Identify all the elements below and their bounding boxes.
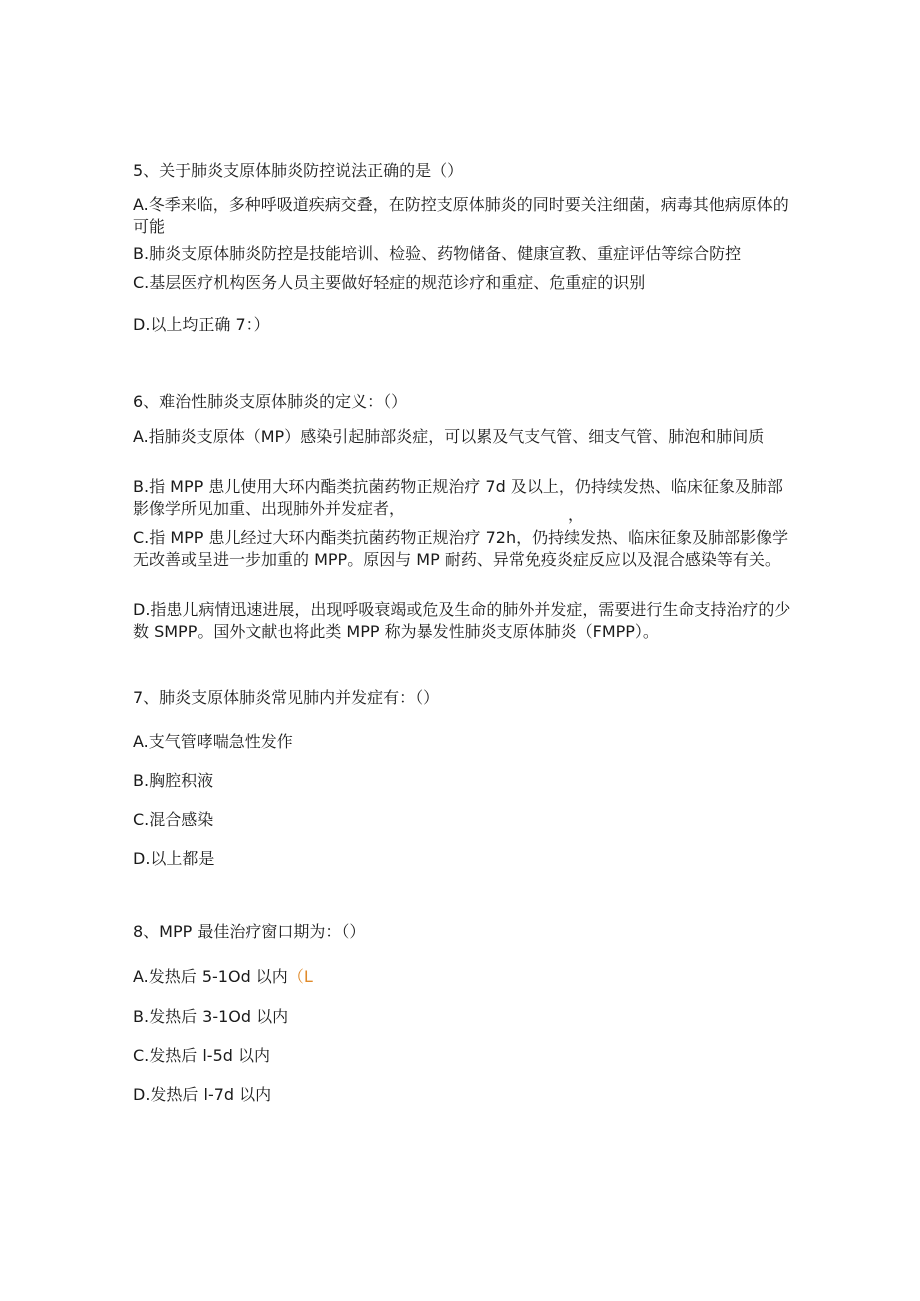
question-7-option-d: D.以上都是 [133,849,215,868]
question-8-option-a: A.发热后 5-1Od 以内 [133,967,288,986]
question-8-option-a-row [133,966,793,988]
question-5-option-a: A.冬季来临，多种呼吸道疾病交叠，在防控支原体肺炎的同时要关注细菌，病毒其他病原体的可能 [133,195,789,236]
question-6-option-a: A.指肺炎支原体（MP）感染引起肺部炎症，可以累及气支气管、细支气管、肺泡和肺间质 [133,427,765,446]
question-6-option-c: C.指 MPP 患儿经过大环内酯类抗菌药物正规治疗 72h，仍持续发热、临床征象及肺部影像学无改善或呈进一步加重的 MPP。原因与 MP 耐药、异常免疫炎症反应以及混合感染等有关。 [133,528,789,569]
option-a-mark: （L [287,967,313,986]
question-8-option-d: D.发热后 l-7d 以内 [133,1085,272,1104]
question-7-option-b: B.胸腔积液 [133,771,214,790]
question-8-stem: 8、MPP 最佳治疗窗口期为：（） [133,922,366,941]
question-6-stem: 6、难治性肺炎支原体肺炎的定义：（） [133,392,408,411]
stray-comma: ， [568,505,585,524]
question-5-option-d: D.以上均正确 7：） [133,315,270,334]
question-7-option-a: A.支气管哮喘急性发作 [133,732,293,751]
question-5-option-c: C.基层医疗机构医务人员主要做好轻症的规范诊疗和重症、危重症的识别 [133,273,646,292]
question-8-option-b: B.发热后 3-1Od 以内 [133,1007,289,1026]
question-6-option-d: D.指患儿病情迅速进展，出现呼吸衰竭或危及生命的肺外并发症，需要进行生命支持治疗的少数 SMPP。国外文献也将此类 MPP 称为暴发性肺炎支原体肺炎（FMPP）。 [133,600,791,641]
question-6-option-b: B.指 MPP 患儿使用大环内酯类抗菌药物正规治疗 7d 及以上，仍持续发热、临床征象及肺部影像学所见加重、出现肺外并发症者， [133,477,783,518]
question-7-stem: 7、肺炎支原体肺炎常见肺内并发症有：（） [133,688,440,707]
question-5-stem: 5、关于肺炎支原体肺炎防控说法正确的是（） [133,161,464,180]
question-5-option-b: B.肺炎支原体肺炎防控是技能培训、检验、药物储备、健康宣教、重症评估等综合防控 [133,244,742,263]
question-8-option-c: C.发热后 l-5d 以内 [133,1046,270,1065]
question-7-option-c: C.混合感染 [133,810,214,829]
